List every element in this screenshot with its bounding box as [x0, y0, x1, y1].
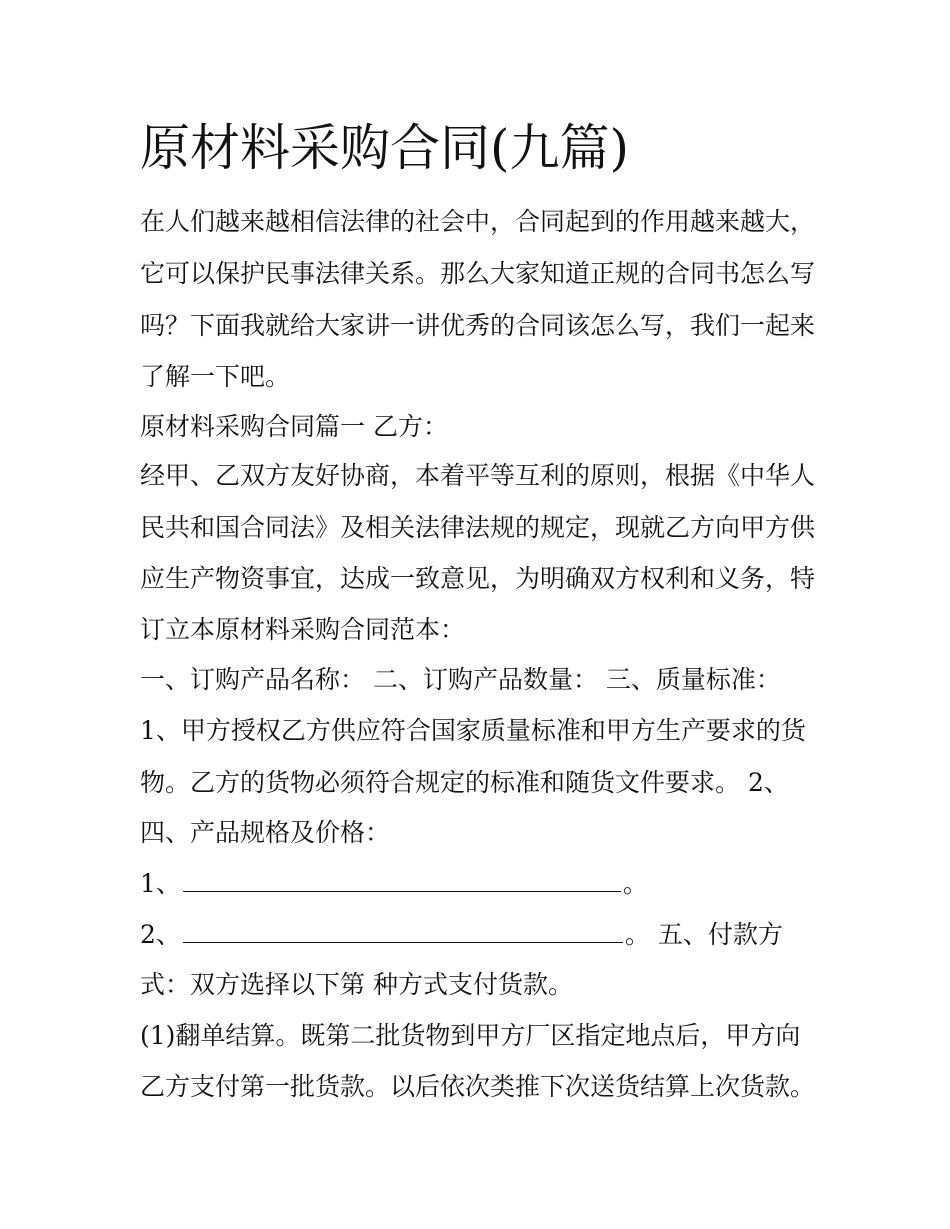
clause-line: 物。乙方的货物必须符合规定的标准和随货文件要求。 2、	[140, 768, 789, 797]
paragraph-line: 经甲、乙双方友好协商，本着平等互利的原则，根据《中华人	[140, 461, 816, 490]
section-heading: 原材料采购合同篇一 乙方：	[140, 412, 448, 441]
paragraph-line: 订立本原材料采购合同范本：	[140, 615, 466, 644]
clause-line: 1、甲方授权乙方供应符合国家质量标准和甲方生产要求的货	[140, 716, 806, 745]
document-title: 原材料采购合同(九篇)	[140, 119, 630, 177]
paragraph-line: 民共和国合同法》及相关法律法规的规定，现就乙方向甲方供	[140, 513, 816, 542]
fill-in-prefix: 1、	[140, 869, 181, 898]
paragraph-line: 它可以保护民事法律关系。那么大家知道正规的合同书怎么写	[140, 259, 816, 288]
paragraph-line: 了解一下吧。	[140, 362, 291, 391]
paragraph-line: 应生产物资事宜，达成一致意见，为明确双方权利和义务，特	[140, 564, 816, 593]
fill-in-line	[140, 868, 648, 900]
paragraph-line: 乙方支付第一批货款。以后依次类推下次送货结算上次货款。	[140, 1072, 816, 1101]
paragraph-line: 式：双方选择以下第 种方式支付货款。	[140, 970, 573, 999]
fill-in-suffix: 。 五、付款方	[624, 920, 783, 949]
clause-line: 一、订购产品名称： 二、订购产品数量： 三、质量标准：	[140, 665, 781, 694]
paragraph-line: 在人们越来越相信法律的社会中，合同起到的作用越来越大，	[140, 207, 816, 236]
fill-in-blank	[183, 871, 621, 892]
fill-in-prefix: 2、	[140, 920, 181, 949]
paragraph-line: 吗？下面我就给大家讲一讲优秀的合同该怎么写，我们一起来	[140, 311, 816, 340]
paragraph-line: (1)翻单结算。既第二批货物到甲方厂区指定地点后，甲方向	[140, 1021, 801, 1050]
fill-in-line	[140, 919, 783, 951]
clause-line: 四、产品规格及价格：	[140, 818, 391, 847]
fill-in-blank	[183, 922, 623, 943]
fill-in-suffix: 。	[622, 869, 648, 898]
